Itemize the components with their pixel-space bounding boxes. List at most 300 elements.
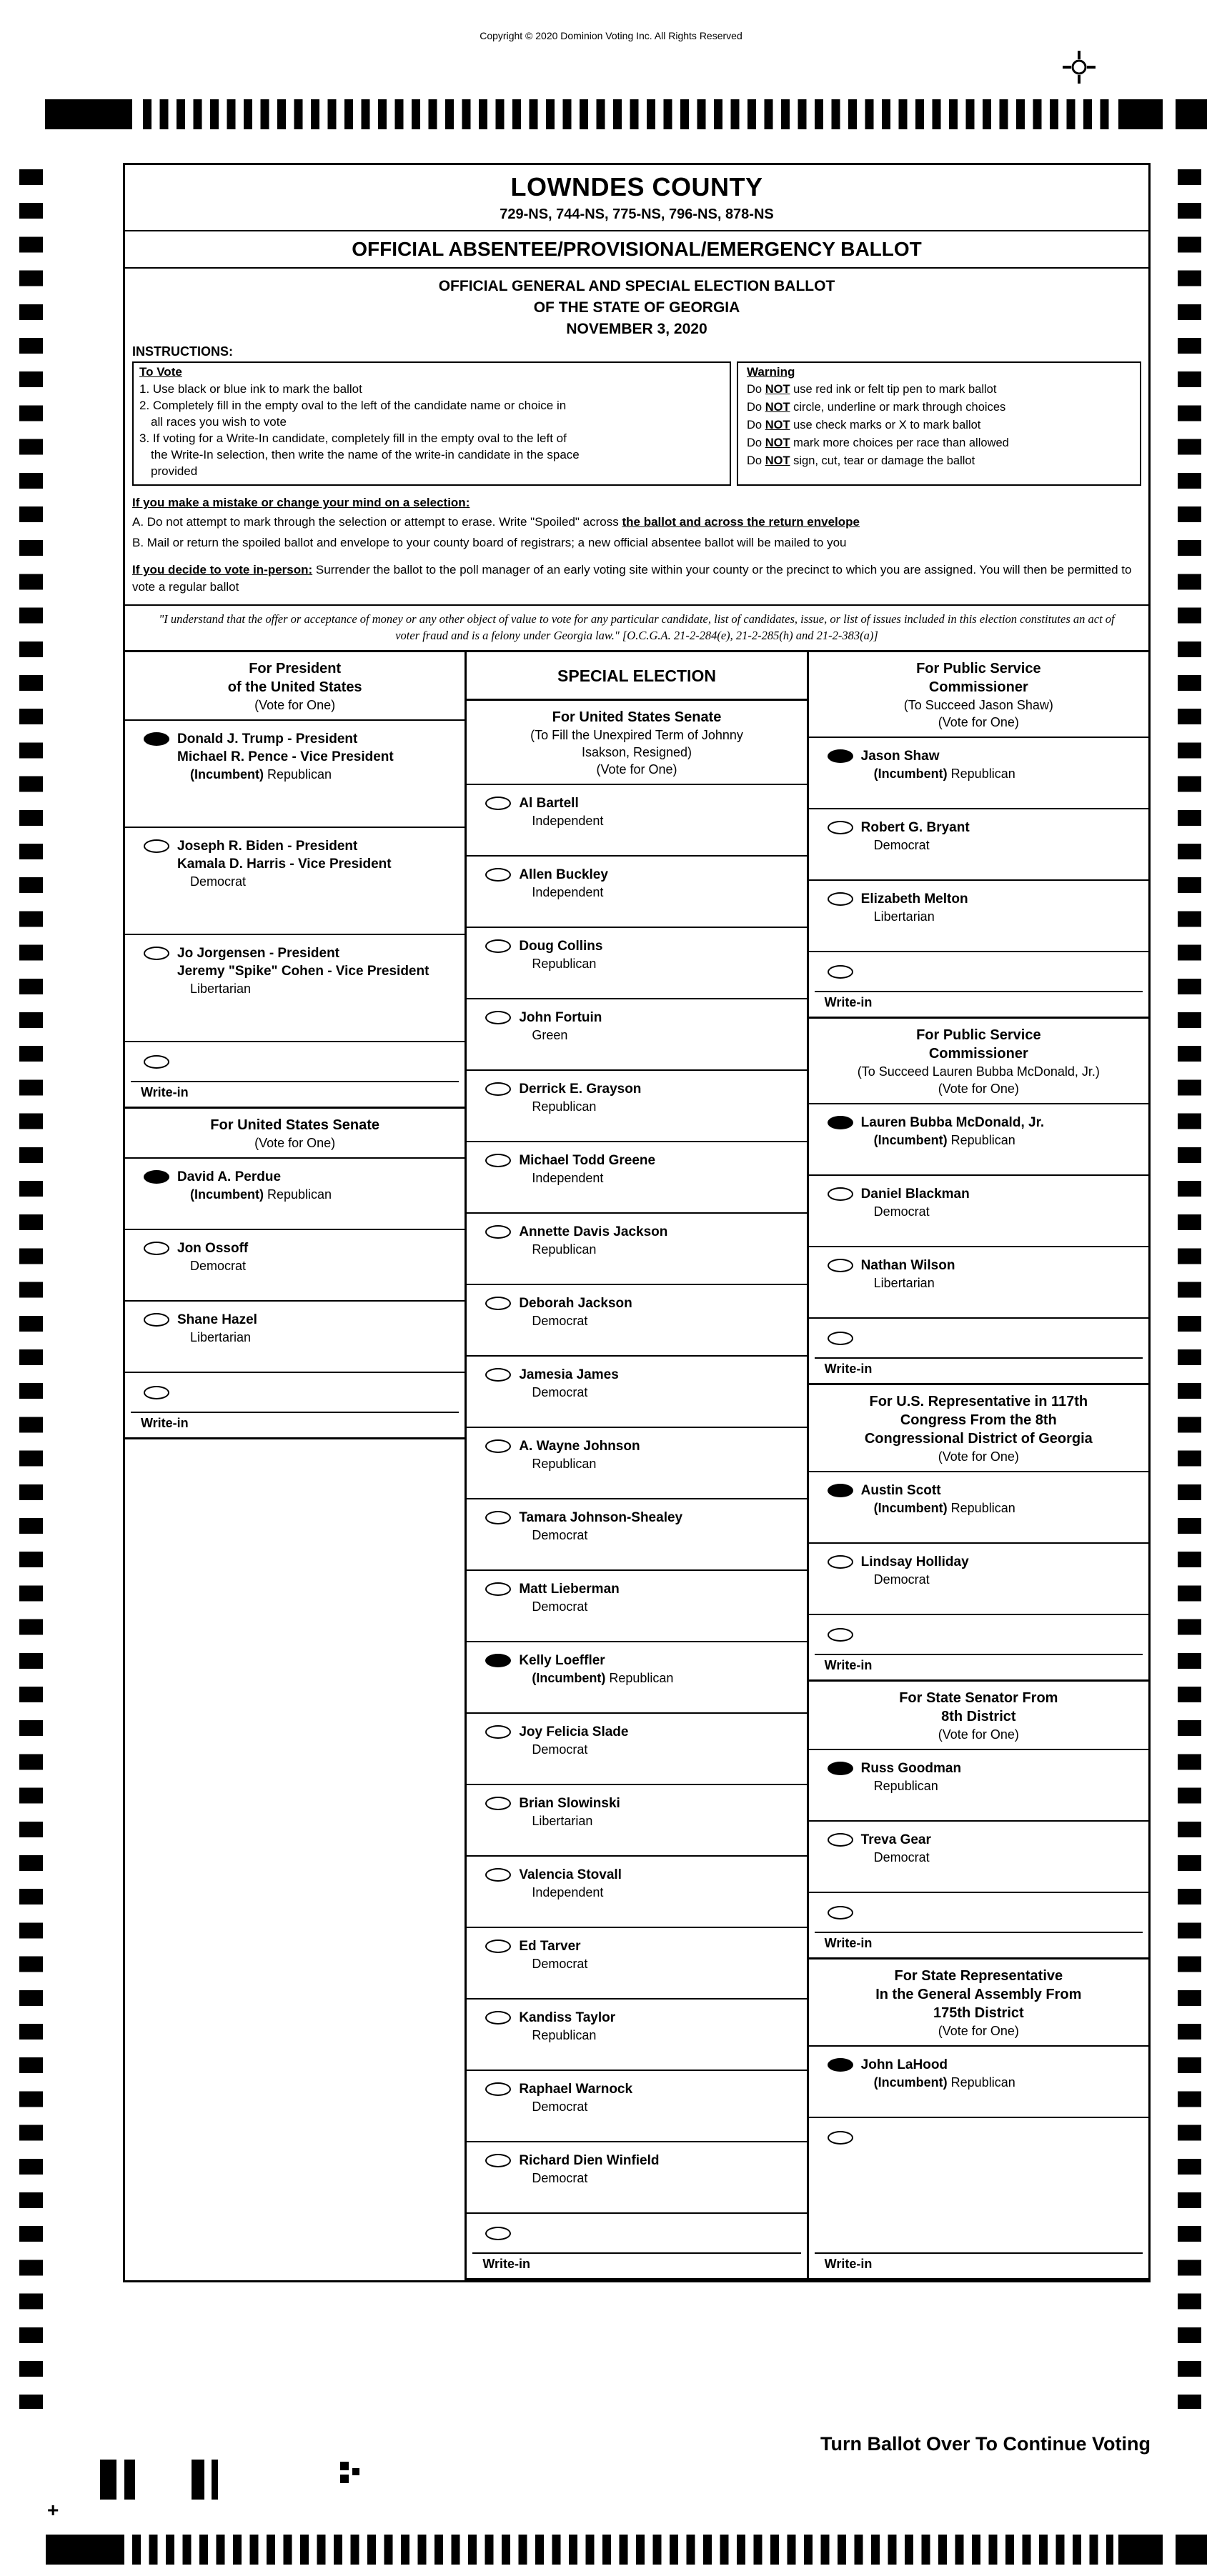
candidate-name: Michael R. Pence - Vice President [177, 749, 394, 764]
candidate-party: (Incumbent) Republican [190, 1187, 332, 1202]
plus-icon: + [47, 2499, 59, 2521]
ballot-oval[interactable] [485, 1082, 511, 1096]
incumbent-label: (Incumbent) [873, 2075, 951, 2090]
candidate-party: (Incumbent) Republican [873, 1133, 1015, 1147]
text: B. Mail or return the spoiled ballot and envelope to your county board of registrars; a new official absentee ballot will be mailed to you [132, 536, 847, 549]
candidate-party: Democrat [532, 2171, 588, 2185]
ballot-oval[interactable] [485, 2154, 511, 2167]
candidate-text [861, 2056, 1015, 2091]
timing-block-bottom-left [46, 2535, 124, 2565]
candidate-row [467, 855, 806, 927]
candidate-text [519, 1294, 632, 1329]
candidate-text [519, 1223, 667, 1258]
race-title [809, 652, 1148, 737]
race-title-line: For State Representative [894, 1968, 1063, 1984]
in-person-lead: If you decide to vote in-person: [132, 563, 313, 576]
race-title-line: 175th District [933, 2005, 1024, 2021]
candidate-party: Libertarian [532, 1814, 593, 1828]
ballot-id-bar [192, 2460, 204, 2500]
candidate-text [519, 1794, 620, 1829]
instructions-label: INSTRUCTIONS: [132, 344, 233, 359]
candidate-name: Jeremy "Spike" Cohen - Vice President [177, 964, 429, 979]
candidate-row [809, 808, 1148, 879]
candidate-party: Libertarian [190, 1330, 252, 1344]
warning-item [747, 381, 1131, 399]
candidate-row [125, 1157, 465, 1229]
race-title-line: For United States Senate [210, 1117, 380, 1133]
ballot-id-mark [340, 2475, 349, 2483]
special-election-header: SPECIAL ELECTION [467, 652, 806, 701]
candidate-text [519, 1580, 619, 1615]
candidate-row [467, 2141, 806, 2212]
race-title [809, 1682, 1148, 1749]
candidate-party: Democrat [873, 1572, 930, 1587]
candidate-name: John LaHood [860, 2057, 948, 2072]
race-title [809, 1019, 1148, 1103]
ballot-oval-filled[interactable] [485, 1654, 511, 1667]
vote-for-instruction: (Vote for One) [938, 1082, 1019, 1096]
candidate-row [467, 1284, 806, 1355]
candidate-text [519, 1866, 622, 1901]
candidate-row [125, 934, 465, 1041]
candidate-text [519, 866, 608, 901]
emphasized-text: NOT [765, 419, 790, 431]
text: Do [747, 383, 765, 396]
race-title-line: Congress From the 8th [900, 1412, 1057, 1428]
candidate-row [467, 1212, 806, 1284]
vote-for-instruction: (Vote for One) [596, 762, 677, 777]
write-in-label: Write-in [824, 995, 873, 1009]
candidate-text [519, 1080, 641, 1115]
candidate-party: Republican [532, 1099, 597, 1114]
candidate-name: Matt Lieberman [519, 1582, 620, 1597]
ballot-oval[interactable] [828, 1555, 853, 1569]
ballot-id-mark [340, 2462, 349, 2470]
write-in-oval-row [467, 2212, 806, 2252]
candidate-row [467, 1355, 806, 1427]
to-vote-item: 1. Use black or blue ink to mark the ballot [139, 382, 362, 396]
candidate-row [809, 1174, 1148, 1246]
ballot-oval[interactable] [828, 1833, 853, 1847]
race-subtitle-line: (To Succeed Lauren Bubba McDonald, Jr.) [857, 1064, 1100, 1079]
voter-oath: "I understand that the offer or acceptance of money or any other object of value to vote for any particular candidate, list of candidates, issue, or list of issues included in this election constitutes an act of voter fraud and is a felony under Georgia law." [O.C.G.A. 21-2-284(e), 21-2-285(h) and 21-2-383(a)] [125, 604, 1148, 650]
write-in-cell [467, 2252, 806, 2278]
candidate-row [467, 1427, 806, 1498]
candidate-name: Kelly Loeffler [519, 1653, 605, 1668]
candidate-row [467, 2070, 806, 2141]
warning-title: Warning [747, 365, 795, 379]
candidate-text [519, 2009, 615, 2044]
timing-block-bottom-right [1118, 2535, 1163, 2565]
candidate-text [861, 1831, 931, 1866]
mistake-items [132, 513, 1141, 551]
candidate-row [467, 1998, 806, 2070]
ballot-column-center [467, 652, 808, 2280]
ballot-oval[interactable] [144, 1313, 169, 1327]
emphasized-text: NOT [765, 454, 790, 467]
race-title [125, 1109, 465, 1157]
candidate-row [809, 1820, 1148, 1892]
mistake-item [132, 534, 1141, 551]
ballot-oval[interactable] [485, 1297, 511, 1310]
candidate-party: Democrat [532, 2100, 588, 2114]
ballot-oval[interactable] [485, 1368, 511, 1382]
ballot-oval[interactable] [828, 965, 853, 979]
ballot-oval[interactable] [828, 892, 853, 906]
candidate-party: (Incumbent) Republican [190, 767, 332, 782]
mistake-item [132, 513, 1141, 531]
election-title-line: OF THE STATE OF GEORGIA [533, 299, 740, 316]
candidate-party: (Incumbent) Republican [873, 2075, 1015, 2090]
candidate-party: (Incumbent) Republican [873, 1501, 1015, 1515]
race [809, 1019, 1148, 1385]
ballot-oval[interactable] [828, 1332, 853, 1345]
races-grid [125, 650, 1148, 2280]
ballot-oval-filled[interactable] [828, 2058, 853, 2072]
candidate-row [467, 1855, 806, 1927]
vote-for-instruction: (Vote for One) [254, 698, 336, 712]
ballot-id-bar [124, 2460, 135, 2500]
ballot-id-mark [352, 2468, 359, 2475]
candidate-text [519, 1366, 618, 1401]
ballot-oval[interactable] [828, 2131, 853, 2145]
candidate-party: Democrat [532, 1385, 588, 1399]
ballot-oval[interactable] [485, 1868, 511, 1882]
candidate-text [861, 1482, 1015, 1517]
race-title-line: 8th District [941, 1709, 1016, 1724]
text: circle, underline or mark through choices [790, 401, 1006, 414]
candidate-row [467, 927, 806, 998]
crosshair-icon [1060, 49, 1098, 86]
incumbent-label: (Incumbent) [190, 1187, 267, 1202]
ballot-oval[interactable] [144, 1386, 169, 1399]
candidate-name: Shane Hazel [177, 1312, 257, 1327]
candidate-row [467, 1927, 806, 1998]
write-in-oval-row [125, 1041, 465, 1081]
write-in-oval-row [809, 951, 1148, 991]
ballot-oval[interactable] [144, 839, 169, 853]
candidate-row [125, 719, 465, 827]
candidate-row [125, 1229, 465, 1300]
ballot-oval-filled[interactable] [828, 1116, 853, 1129]
race [809, 652, 1148, 1019]
to-vote-box [132, 361, 731, 486]
ballot-oval[interactable] [485, 1940, 511, 1953]
candidate-row [467, 1784, 806, 1855]
write-in-oval-row [809, 2117, 1148, 2157]
candidate-name: Russ Goodman [860, 1761, 962, 1776]
candidate-name: A. Wayne Johnson [519, 1439, 640, 1454]
text: Do [747, 436, 765, 449]
candidate-party: Democrat [532, 1599, 588, 1614]
candidate-party: (Incumbent) Republican [532, 1671, 674, 1685]
candidate-text [861, 1185, 970, 1220]
candidate-name: Allen Buckley [519, 867, 608, 882]
candidate-party: Republican [532, 2028, 597, 2042]
timing-corner-bottom-right [1176, 2535, 1207, 2565]
ballot-oval-filled[interactable] [828, 1762, 853, 1775]
emphasized-text: NOT [765, 383, 790, 396]
write-in-cell [125, 1412, 465, 1437]
candidate-name: Tamara Johnson-Shealey [519, 1510, 683, 1525]
write-in-cell [125, 1081, 465, 1107]
race-title-line: In the General Assembly From [875, 1987, 1082, 2002]
race-subtitle-line: (To Fill the Unexpired Term of Johnny [530, 728, 743, 742]
candidate-party: Republican [532, 957, 597, 971]
candidate-party: Democrat [532, 1957, 588, 1971]
write-in-label: Write-in [824, 2257, 873, 2271]
warning-item [747, 399, 1131, 416]
candidate-party: Democrat [532, 1314, 588, 1328]
candidate-party: Libertarian [190, 982, 252, 996]
candidate-name: Kandiss Taylor [519, 2010, 616, 2025]
candidate-row [467, 784, 806, 855]
candidate-row [467, 1498, 806, 1569]
race-title [125, 652, 465, 719]
ballot-oval[interactable] [485, 1797, 511, 1810]
candidate-name: Raphael Warnock [519, 2082, 633, 2097]
ballot-oval[interactable] [485, 1725, 511, 1739]
copyright-notice: Copyright © 2020 Dominion Voting Inc. All Rights Reserved [480, 30, 742, 41]
text: Do [747, 454, 765, 467]
timing-block-top-right [1118, 99, 1163, 129]
write-in-oval-row [809, 1317, 1148, 1357]
write-in-cell [809, 1357, 1148, 1383]
ballot-oval[interactable] [485, 868, 511, 882]
vote-for-instruction: (Vote for One) [938, 2024, 1019, 2038]
candidate-name: Treva Gear [860, 1832, 931, 1847]
race [809, 1682, 1148, 1960]
race-title [467, 701, 806, 784]
race-title-line: Commissioner [928, 1046, 1028, 1062]
incumbent-label: (Incumbent) [532, 1671, 610, 1685]
candidate-text [861, 1114, 1045, 1149]
incumbent-label: (Incumbent) [873, 1133, 951, 1147]
candidate-party: Republican [532, 1457, 597, 1471]
candidate-row [809, 1749, 1148, 1820]
text: Do [747, 401, 765, 414]
race [467, 701, 806, 2280]
candidate-name: Jason Shaw [860, 749, 940, 764]
candidate-row [467, 998, 806, 1069]
candidate-name: Al Bartell [519, 796, 579, 811]
candidate-row [125, 1300, 465, 1372]
race-title-line: For U.S. Representative in 117th [869, 1394, 1088, 1409]
candidate-name: Kamala D. Harris - Vice President [177, 857, 392, 872]
candidate-party: Independent [532, 1885, 604, 1899]
candidate-party: Democrat [190, 874, 247, 889]
text: use red ink or felt tip pen to mark ballot [790, 383, 997, 396]
ballot-oval[interactable] [144, 947, 169, 960]
emphasized-text: the ballot and across the return envelope [622, 515, 860, 529]
candidate-party: Independent [532, 885, 604, 899]
candidate-row [809, 1246, 1148, 1317]
candidate-text [861, 1257, 955, 1292]
ballot-oval[interactable] [485, 797, 511, 810]
incumbent-label: (Incumbent) [873, 767, 951, 781]
race-title-line: Congressional District of Georgia [864, 1431, 1093, 1447]
text: Do [747, 419, 765, 431]
candidate-party: Independent [532, 814, 604, 828]
ballot-oval[interactable] [828, 1187, 853, 1201]
candidate-name: Lauren Bubba McDonald, Jr. [860, 1115, 1045, 1130]
write-in-cell [809, 1932, 1148, 1957]
candidate-name: Nathan Wilson [860, 1258, 955, 1273]
candidate-party: Democrat [873, 838, 930, 852]
candidate-row [467, 1569, 806, 1641]
candidate-text [177, 730, 394, 783]
race-subtitle-line: Isakson, Resigned) [581, 745, 692, 759]
candidate-party: (Incumbent) Republican [873, 767, 1015, 781]
candidate-party: Democrat [873, 1850, 930, 1864]
ballot-oval[interactable] [144, 1242, 169, 1255]
candidate-name: Doug Collins [519, 939, 603, 954]
candidate-name: Jon Ossoff [177, 1241, 249, 1256]
instructions-section [125, 343, 1148, 596]
ballot-oval-filled[interactable] [144, 732, 169, 746]
warning-item [747, 416, 1131, 434]
ballot-oval-filled[interactable] [828, 1484, 853, 1497]
ballot-oval[interactable] [828, 1906, 853, 1919]
race [809, 1385, 1148, 1682]
candidate-party: Republican [873, 1779, 938, 1793]
candidate-party: Democrat [532, 1528, 588, 1542]
text: use check marks or X to mark ballot [790, 419, 981, 431]
race-title-line: For State Senator From [899, 1690, 1058, 1706]
ballot-oval[interactable] [485, 2011, 511, 2025]
candidate-text [177, 1168, 332, 1203]
candidate-text [519, 1652, 673, 1687]
timing-marks-top [143, 99, 1113, 129]
race [809, 1960, 1148, 2280]
candidate-text [519, 2152, 659, 2187]
candidate-name: Lindsay Holliday [860, 1554, 969, 1569]
candidate-row [467, 1712, 806, 1784]
candidate-name: Donald J. Trump - President [177, 732, 358, 747]
timing-marks-left [19, 169, 43, 2409]
ballot-oval[interactable] [485, 1582, 511, 1596]
candidate-name: Brian Slowinski [519, 1796, 620, 1811]
candidate-text [519, 1152, 655, 1187]
candidate-name: John Fortuin [519, 1010, 602, 1025]
candidate-name: Robert G. Bryant [860, 820, 970, 835]
candidate-text [177, 837, 392, 890]
candidate-text [519, 1437, 640, 1472]
write-in-label: Write-in [824, 1936, 873, 1950]
write-in-oval-row [809, 1614, 1148, 1654]
write-in-label: Write-in [482, 2257, 530, 2271]
candidate-party: Democrat [532, 1742, 588, 1757]
candidate-text [519, 1723, 628, 1758]
candidate-row [809, 1542, 1148, 1614]
mistake-heading: If you make a mistake or change your mind on a selection: [132, 496, 470, 509]
candidate-party: Libertarian [873, 1276, 935, 1290]
ballot-oval-filled[interactable] [828, 749, 853, 763]
ballot-oval[interactable] [485, 2082, 511, 2096]
candidate-name: Joy Felicia Slade [519, 1724, 629, 1739]
candidate-row [467, 1069, 806, 1141]
race-title-line: For Public Service [916, 661, 1041, 677]
incumbent-label: (Incumbent) [190, 767, 267, 782]
to-vote-item: 2. Completely fill in the empty oval to the left of the candidate name or choice in all races you wish to vote [139, 399, 567, 429]
ballot-oval[interactable] [828, 1628, 853, 1642]
election-date: NOVEMBER 3, 2020 [566, 321, 707, 337]
race-title [809, 1960, 1148, 2045]
in-person-text: Surrender the ballot to the poll manager of an early voting site within your county or the precinct to which you are assigned. You will then be permitted to vote a regular ballot [132, 563, 1132, 594]
candidate-name: Daniel Blackman [860, 1187, 970, 1202]
ballot-oval[interactable] [485, 1511, 511, 1524]
candidate-text [519, 1009, 602, 1044]
candidate-text [861, 890, 968, 925]
candidate-text [519, 2080, 632, 2115]
ballot-oval[interactable] [485, 939, 511, 953]
ballot-oval[interactable] [485, 2227, 511, 2240]
write-in-label: Write-in [824, 1658, 873, 1672]
ballot-body [123, 163, 1151, 2282]
candidate-text [519, 937, 602, 972]
turn-over-notice: Turn Ballot Over To Continue Voting [820, 2433, 1151, 2455]
candidate-name: Joseph R. Biden - President [177, 839, 358, 854]
timing-marks-bottom [132, 2535, 1113, 2565]
race-title-line: Commissioner [928, 679, 1028, 695]
candidate-row [809, 1103, 1148, 1174]
ballot-oval[interactable] [485, 1439, 511, 1453]
write-in-cell [809, 2252, 1148, 2278]
vote-for-instruction: (Vote for One) [938, 1449, 1019, 1464]
ballot-type-title: OFFICIAL ABSENTEE/PROVISIONAL/EMERGENCY BALLOT [352, 238, 922, 260]
warning-item [747, 434, 1131, 452]
candidate-row [809, 1471, 1148, 1542]
ballot-id-bar [100, 2460, 116, 2500]
candidate-name: Richard Dien Winfield [519, 2153, 660, 2168]
candidate-party: Independent [532, 1171, 604, 1185]
incumbent-label: (Incumbent) [873, 1501, 951, 1515]
candidate-name: Austin Scott [860, 1483, 941, 1498]
ballot-oval-filled[interactable] [144, 1170, 169, 1184]
timing-corner-top-right [1176, 99, 1207, 129]
ballot-oval[interactable] [485, 1011, 511, 1024]
candidate-party: Republican [532, 1242, 597, 1257]
write-in-cell [809, 991, 1148, 1017]
race-title [809, 1385, 1148, 1471]
ballot-oval[interactable] [828, 1259, 853, 1272]
to-vote-items [139, 381, 724, 479]
emphasized-text: NOT [765, 436, 790, 449]
write-in-label: Write-in [824, 1362, 873, 1376]
county-title: LOWNDES COUNTY [510, 172, 763, 201]
candidate-text [519, 1937, 587, 1972]
candidate-row [809, 879, 1148, 951]
text: mark more choices per race than allowed [790, 436, 1009, 449]
ballot-oval[interactable] [485, 1225, 511, 1239]
candidate-row [809, 2045, 1148, 2117]
ballot-oval[interactable] [144, 1055, 169, 1069]
warning-items [747, 381, 1131, 470]
ballot-oval[interactable] [828, 821, 853, 834]
candidate-name: Ed Tarver [519, 1939, 581, 1954]
ballot-oval[interactable] [485, 1154, 511, 1167]
candidate-text [861, 1759, 961, 1794]
race [125, 652, 465, 1109]
candidate-text [861, 1553, 969, 1588]
write-in-oval-row [125, 1372, 465, 1412]
candidate-name: Deborah Jackson [519, 1296, 632, 1311]
candidate-name: Jo Jorgensen - President [177, 946, 340, 961]
candidate-row [809, 737, 1148, 808]
candidate-text [177, 944, 429, 997]
candidate-row [125, 827, 465, 934]
ballot-id-bar [212, 2460, 218, 2500]
